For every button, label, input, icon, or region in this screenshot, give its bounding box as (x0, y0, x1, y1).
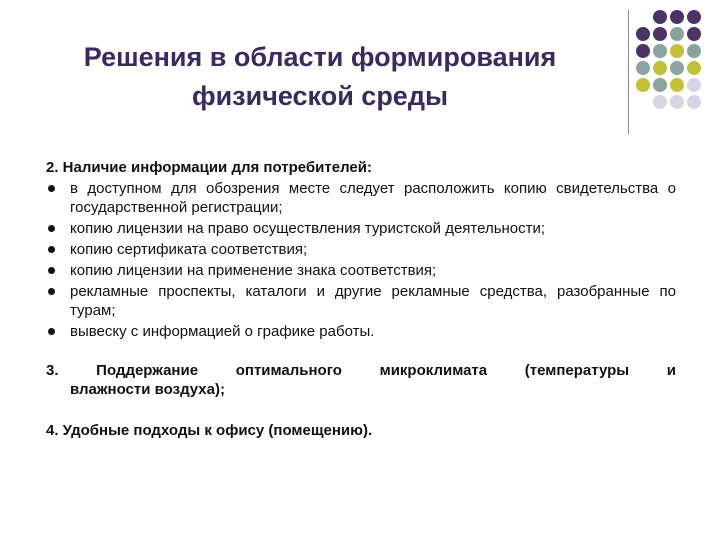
list-item (46, 322, 676, 341)
bullet-icon (48, 288, 55, 295)
list-item-text: в доступном для обозрения месте следует расположить копию свидетельства о государственной регистрации; (70, 180, 676, 216)
section-2-list (46, 179, 676, 341)
section-3-line-1: 3. Поддержание оптимального микроклимата (температуры и (46, 362, 676, 379)
decorative-dot (653, 78, 667, 92)
decorative-dot (670, 61, 684, 75)
decorative-dot (670, 27, 684, 41)
list-item (46, 219, 676, 238)
decorative-dot (687, 95, 701, 109)
decorative-dot (653, 61, 667, 75)
decorative-dot (687, 10, 701, 24)
decorative-dot (653, 27, 667, 41)
section-4-text: 4. Удобные подходы к офису (помещению). (46, 422, 373, 439)
section-2-heading: 2. Наличие информации для потребителей: (46, 159, 372, 176)
decorative-dot (670, 95, 684, 109)
list-item (46, 282, 676, 320)
list-item-text: вывеску с информацией о графике работы. (70, 323, 375, 340)
decorative-dot (636, 61, 650, 75)
decorative-divider (628, 10, 629, 134)
decorative-dot (653, 10, 667, 24)
bullet-icon (48, 328, 55, 335)
decorative-dot (670, 78, 684, 92)
list-item (46, 261, 676, 280)
bullet-icon (48, 267, 55, 274)
list-item-text: копию лицензии на право осуществления туристской деятельности; (70, 220, 546, 237)
section-3-line-2: влажности воздуха); (70, 381, 225, 398)
list-item-text: копию сертификата соответствия; (70, 241, 308, 258)
title-line-2: физической среды (191, 81, 449, 111)
decorative-dot (653, 95, 667, 109)
decorative-dot (687, 27, 701, 41)
slide-body (46, 158, 676, 440)
list-item-text: копию лицензии на применение знака соответствия; (70, 262, 437, 279)
decorative-dot (653, 44, 667, 58)
decorative-dot-grid (636, 10, 716, 120)
decorative-dot (687, 61, 701, 75)
decorative-dot (636, 27, 650, 41)
decorative-dot (636, 78, 650, 92)
bullet-icon (48, 246, 55, 253)
decorative-dot (670, 10, 684, 24)
title-line-1: Решения в области формирования (83, 42, 557, 72)
bullet-icon (48, 225, 55, 232)
slide-title (40, 38, 600, 116)
decorative-dot (670, 44, 684, 58)
list-item-text: рекламные проспекты, каталоги и другие рекламные средства, разобранные по турам; (70, 283, 676, 319)
bullet-icon (48, 185, 55, 192)
decorative-dot (687, 44, 701, 58)
decorative-dot (636, 44, 650, 58)
list-item (46, 179, 676, 217)
list-item (46, 240, 676, 259)
decorative-dot (687, 78, 701, 92)
